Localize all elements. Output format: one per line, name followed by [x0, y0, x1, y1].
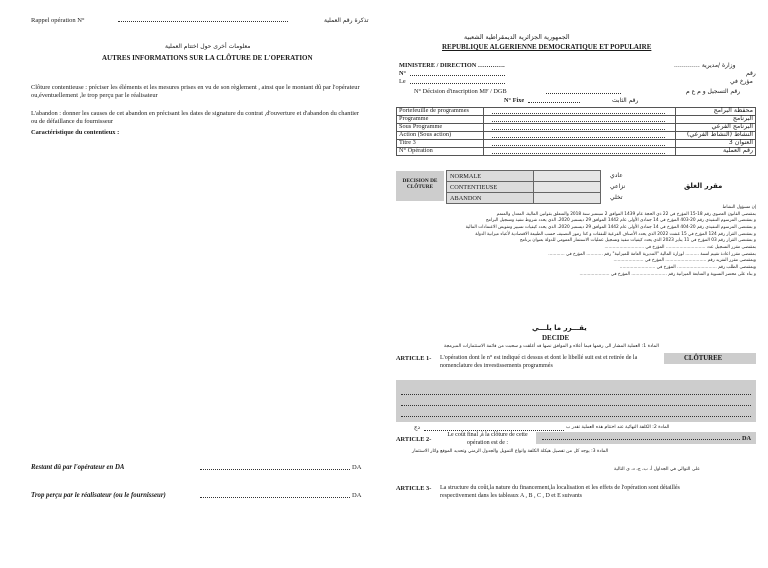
contentieuse-paragraph: Clôture contentieuse : préciser les éléments et les mesures prises en vu de son règlement , ainsi que le montant dû par l'opérateur ou,éventuellement ,le trop perçu par le réalisateur: [31, 84, 360, 99]
section-heading-ar: معلومات أخرى حول اختتام العملية: [165, 43, 251, 50]
article2-text: Le coût final ,à la clôture de cette opération est de :: [447, 432, 528, 446]
ministere-label-ar: وزارة /مديرية ………….: [674, 62, 736, 69]
row-value-field[interactable]: [484, 148, 676, 156]
numero-label: N°: [399, 70, 407, 77]
article2-currency-ar: دج: [414, 425, 420, 431]
row-label: Programme: [397, 116, 484, 124]
row-value-field[interactable]: [484, 132, 676, 140]
closure-normale-checkbox[interactable]: [534, 171, 601, 182]
closure-type-table: [446, 170, 601, 204]
row-value-field[interactable]: [484, 116, 676, 124]
rappel-operation-label: Rappel opération N°: [31, 17, 85, 24]
trop-percu-currency: DA: [352, 492, 362, 499]
n-fixe-label: N° Fixe: [504, 97, 525, 104]
article2-text-ar: المادة 2: الكلفة النهائية عند اختتام هذه العملية تقدر ب: [566, 425, 670, 430]
n-fixe-field[interactable]: [528, 97, 580, 103]
legal-line: بمقتضى مقرر اعادة تقييم لسنة .......... لوزارة المالية "المديرية العامة للميزانية" رقم ............ المؤرخ في ............: [548, 251, 756, 257]
abandon-paragraph: L'abandon : donner les causes de cet abandon en précisant les dates de signature du contrat ,d'ouverture et d'abandon du chantier ou de défaillance du fournisseur: [31, 110, 360, 125]
article1-text: L'opération dont le n° est indiqué ci dessus et dont le libellé suit est et retirée de la nomenclature des investissements programmés: [440, 355, 638, 369]
row-label-ar: البرنامج: [676, 116, 756, 124]
operation-libelle-line[interactable]: [401, 400, 751, 406]
row-label-ar: العنوان 3: [676, 140, 756, 148]
decide-title-ar: يقـــرر ما يلـــي: [532, 324, 587, 332]
article3-label: ARTICLE 3-: [396, 485, 432, 492]
table-row: [447, 193, 601, 204]
row-label: Action (Sous action): [397, 132, 484, 140]
row-label-ar: النشاط (النشاط الفرعي): [676, 132, 756, 140]
row-value-field[interactable]: [484, 140, 676, 148]
closure-normale-label-ar: عادي: [610, 172, 623, 179]
table-row: [397, 148, 756, 156]
section-heading: AUTRES INFORMATIONS SUR LA CLÔTURE DE L'OPERATION: [102, 54, 313, 62]
row-label: Titre 3: [397, 140, 484, 148]
trop-percu-label: Trop perçu par le réalisateur (ou le fournisseur): [31, 492, 166, 499]
republic-title: REPUBLIQUE ALGERIENNE DEMOCRATIQUE ET POPULAIRE: [442, 43, 652, 51]
legal-line: إن مسؤول النشاط: [722, 205, 756, 210]
article2-currency: DA: [742, 435, 752, 442]
decision-type-label-ar: مقرر الغلق: [684, 182, 723, 190]
date-label-ar: مؤرخ في: [730, 78, 753, 85]
programme-table: [396, 107, 756, 156]
restant-du-currency: DA: [352, 464, 362, 471]
row-label-ar: البرنامج الفرعي: [676, 124, 756, 132]
rappel-operation-field[interactable]: [118, 16, 288, 22]
trop-percu-field[interactable]: [200, 492, 350, 498]
legal-visas: [396, 205, 756, 278]
article3-text-ar-2: على التوالي في الجداول أ، ب، ج، د، ي التالية: [614, 467, 700, 472]
article2-label: ARTICLE 2-: [396, 436, 432, 443]
article2-cost-field-ar[interactable]: [424, 425, 564, 431]
article3-text-ar: المادة 3: يوجد كل من تفصيل هيكلة الكلفة وانواع التمويل والجدول الزمني وتحديد الموقع واثار الاستثمار: [412, 449, 609, 454]
right-page: [384, 0, 768, 568]
cloturee-label: CLÔTUREE: [684, 355, 723, 362]
article1-text-ar: المادة 1: العملية المشار الى رقمها فيما أعلاه و الموافق نصها قد أغلقت و سحبت من قائمة الاستثمارات المبرمجة: [444, 344, 659, 349]
n-fixe-label-ar: رقم الثابت: [612, 97, 639, 104]
closure-contentieuse-label-ar: نزاعي: [610, 183, 626, 190]
decision-inscription-label-ar: رقم التسجيل و م ع م: [686, 88, 741, 95]
restant-du-field[interactable]: [200, 464, 350, 470]
legal-line: و بمقتضى القرار رقم 124 المؤرخ في 15 غشت 2022 الذي يحدد الأصناف الفرعية للنفقات و كذا رموز التصنيف حسب الطبيعة الاقتصادية لأعباء ميزانية الدولة: [475, 231, 756, 237]
legal-line: وبمقتضى مقرر التفريد رقم .............................. المؤرخ في ......................: [613, 258, 756, 264]
table-row: [397, 132, 756, 140]
closure-contentieuse-checkbox[interactable]: [534, 182, 601, 193]
row-label: N° Opération: [397, 148, 484, 156]
legal-line: و بمقتضى القرار رقم 03 المؤرخ في 11 يناير 2023 الذي يحدد كيفيات تنفيذ وتسجيل عمليات الاستثمار العمومي للدولة بعنوان برنامج: [519, 238, 756, 244]
row-value-field[interactable]: [484, 124, 676, 132]
article2-cost-field[interactable]: [542, 434, 740, 440]
numero-field[interactable]: [410, 70, 505, 76]
row-label-ar: رقم العملية: [676, 148, 756, 156]
article1-label: ARTICLE 1-: [396, 355, 432, 362]
row-label: Sous Programme: [397, 124, 484, 132]
closure-abandon-label: ABANDON: [447, 193, 534, 204]
closure-abandon-label-ar: تخلي: [610, 194, 623, 201]
table-row: [397, 124, 756, 132]
ministere-label: MINISTERE / DIRECTION ………….: [399, 62, 505, 69]
decide-title: DECIDE: [542, 334, 570, 342]
legal-line: بمقتضى مقرر التسجيل عدد ............................. المؤرخ في .............................: [604, 244, 756, 250]
row-label-ar: محفظة البرامج: [676, 108, 756, 116]
date-field[interactable]: [410, 78, 505, 84]
decision-type-label: DECISION DE CLÔTURE: [402, 178, 438, 191]
table-row: [397, 116, 756, 124]
legal-line: و بمقتضى المرسوم التنفيذي رقم 20-403 المؤرخ في 14 جمادى الأولى عام 1442 الموافق 29 ديسمبر 2020، الذي يحدد شروط تنفيذ وتسجيل البرامج: [485, 218, 756, 224]
closure-contentieuse-label: CONTENTIEUSE: [447, 182, 534, 193]
date-label: Le: [399, 78, 406, 85]
legal-line: و بمقتضى المرسوم التنفيذي رقم 20-404 المؤرخ في 14 جمادى الأولى عام 1442 الموافق 29 ديسمبر 2020، الذي يحدد كيفيات تسيير وتفويض الاعتمادات المالية: [465, 224, 756, 230]
numero-label-ar: رقم: [746, 70, 756, 77]
decision-inscription-field[interactable]: [546, 88, 621, 94]
operation-libelle-line[interactable]: [401, 411, 751, 417]
closure-normale-label: NORMALE: [447, 171, 534, 182]
legal-line: وبمقتضى الطلب رقم ............................. المؤرخ في ..........................: [619, 264, 756, 270]
rappel-operation-label-ar: تذكرة رقم العملية: [324, 17, 369, 24]
republic-title-ar: الجمهورية الجزائرية الديمقراطية الشعبية: [464, 34, 570, 41]
operation-libelle-line[interactable]: [401, 389, 751, 395]
row-label: Portefeuille de programmes: [397, 108, 484, 116]
table-row: [397, 140, 756, 148]
legal-line: بمقتضى القانون العضوي رقم 18-15 المؤرخ في 22 ذي الحجة عام 1439 الموافق 2 سبتمبر سنة 2018 والمتعلق بقوانين المالية، المعدل والمتمم: [496, 211, 756, 217]
contentieux-label: Caractéristique du contentieux :: [31, 129, 120, 136]
decision-inscription-label: N° Décision d'inscription MF / DGB: [414, 88, 507, 95]
table-row: [447, 182, 601, 193]
article3-text: La structure du coût,la nature du financement,la localisation et les effets de l'opération sont détaillés respectivement dans les tableaux A , B , C , D et E suivants: [440, 485, 680, 499]
row-value-field[interactable]: [484, 108, 676, 116]
legal-line: و بناء على محضر التسوية و المتابعة الميزانية رقم .......................... المؤرخ في ......................: [579, 271, 756, 277]
closure-abandon-checkbox[interactable]: [534, 193, 601, 204]
restant-du-label: Restant dû par l'opérateur en DA: [31, 464, 125, 471]
table-row: [397, 108, 756, 116]
table-row: [447, 171, 601, 182]
